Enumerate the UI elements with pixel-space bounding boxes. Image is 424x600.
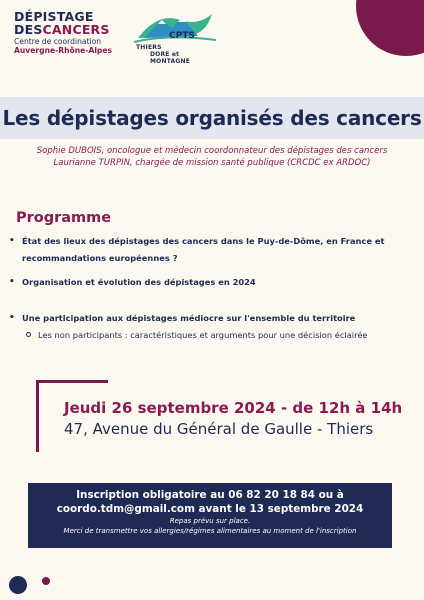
inscription-line2: coordo.tdm@gmail.com avant le 13 septembre 2024	[56, 503, 364, 515]
programme-sub-item	[38, 329, 418, 341]
speaker-1: Sophie DUBOIS, oncologue et médecin coordonnateur des dépistages des cancers	[36, 146, 388, 156]
circle-bullet-icon	[26, 332, 31, 337]
logo-line4: Auvergne-Rhône-Alpes	[14, 46, 113, 55]
speakers	[0, 145, 424, 169]
page-title: Les dépistages organisés des cancers	[2, 106, 422, 130]
logo-line3: Centre de coordination	[14, 37, 102, 46]
programme-item-3	[9, 310, 412, 327]
logo-line2-des: DES	[14, 22, 43, 37]
programme-item-3-text: Une participation aux dépistages médiocre sur l'ensemble du territoire	[22, 313, 356, 323]
cpts-line2: DORE et MONTAGNE	[150, 51, 191, 65]
inscription-line1: Inscription obligatoire au 06 82 20 18 84 ou à	[76, 489, 344, 501]
bullet-icon: •	[9, 313, 15, 323]
decoration-dot-large	[9, 576, 27, 594]
programme-item-2	[9, 274, 412, 291]
event-address: 47, Avenue du Général de Gaulle - Thiers	[64, 420, 374, 438]
corner-decoration-circle	[356, 0, 424, 56]
title-band	[0, 97, 424, 139]
bullet-icon: •	[9, 236, 15, 246]
logo-line1: DÉPISTAGE	[14, 9, 94, 24]
cpts-acronym: CPTS	[169, 31, 195, 41]
cpts-line1: THIERS	[136, 44, 162, 51]
frame-decoration-vertical	[36, 380, 39, 452]
event-date: Jeudi 26 septembre 2024 - de 12h à 14h	[64, 399, 403, 417]
logo-line2-cancers: CANCERS	[42, 22, 110, 37]
programme-sub-item-text: Les non participants : caractéristiques et arguments pour une décision éclairée	[38, 330, 368, 340]
bullet-icon: •	[9, 277, 15, 287]
inscription-box	[28, 483, 392, 548]
inscription-note1: Repas prévu sur place.	[169, 517, 251, 525]
decoration-dot-small	[42, 577, 50, 585]
programme-item-2-text: Organisation et évolution des dépistages en 2024	[22, 277, 256, 287]
speaker-2: Laurianne TURPIN, chargée de mission santé publique (CRCDC ex ARDOC)	[53, 158, 371, 168]
programme-item-1-line1: État des lieux des dépistages des cancers dans le Puy-de-Dôme, en France et	[22, 236, 385, 246]
programme-item-1-line2: recommandations européennes ?	[22, 253, 178, 263]
frame-decoration-horizontal	[36, 380, 108, 383]
cpts-logo	[128, 8, 220, 64]
programme-item-1	[9, 233, 412, 267]
logo-line2	[14, 23, 132, 36]
programme-heading: Programme	[16, 210, 112, 226]
depistage-cancers-logo	[14, 10, 132, 55]
inscription-note2: Merci de transmettre vos allergies/régimes alimentaires au moment de l'inscription	[63, 527, 357, 535]
